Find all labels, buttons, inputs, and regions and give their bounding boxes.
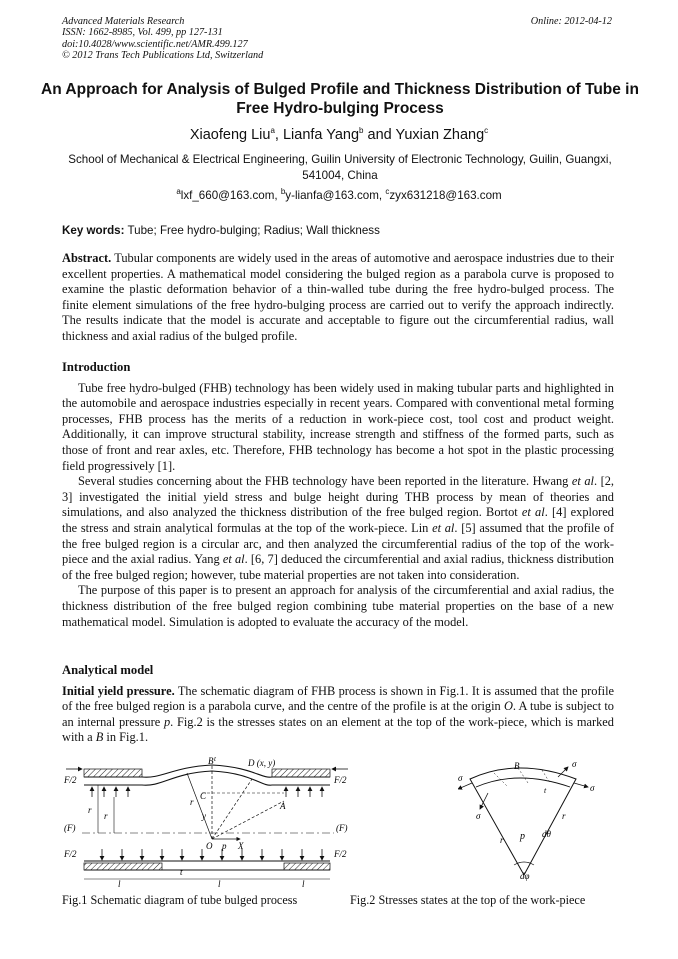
die-block-right: [272, 769, 330, 777]
hatch-line: [494, 773, 508, 787]
label-t0: t: [180, 867, 183, 877]
label-rp: r: [88, 805, 92, 815]
radius-to-D: [212, 779, 252, 839]
doi[interactable]: doi:10.4028/www.scientific.net/AMR.499.127: [62, 38, 248, 50]
et-al: et al: [222, 552, 245, 567]
pressure-arrows-top: [92, 787, 322, 797]
label-X: X: [238, 841, 244, 851]
affiliation: School of Mechanical & Electrical Engineering, Guilin University of Electronic Technology, Guilin, Guangxi, 541004, China: [68, 153, 612, 182]
label-l0-left: l: [118, 879, 121, 887]
analytical-model-section: [62, 663, 614, 746]
abstract-text: Tubular components are widely used in the areas of automotive and aerospace industries due to their excellent properties. A mathematical model considering the bulged region as a parabola curve is proposed to examine the plastic deformation behavior of a thin-walled tube during the free hydro-bulged process. The finite element simulations of the free hydro-bulging process are carried out to verify the approach indirectly. The results indicate that the model is accurate and acceptable to figure out the circumferential radius, wall thickness and axial radius of the bulged profile.: [62, 251, 614, 343]
fig2-label-sigma-m-left: σ: [458, 773, 463, 783]
authors: [0, 127, 678, 143]
author-1-sup: a: [270, 126, 275, 136]
fig2-label-rtheta: r: [562, 811, 566, 821]
fig2-label-t: t: [544, 786, 547, 795]
label-F2-bottom-left: F/2: [64, 849, 77, 859]
fig2-label-B: B: [514, 761, 520, 771]
fig2-label-p: p: [520, 831, 525, 842]
fig2-label-sigma-m: σ: [590, 783, 595, 793]
et-al: et al: [432, 520, 455, 535]
fig2-label-rm: r: [500, 835, 504, 845]
journal-header: [62, 16, 263, 62]
label-y: y: [202, 811, 206, 821]
label-p: p: [222, 841, 227, 851]
label-rm: r: [190, 797, 194, 807]
introduction-section: [62, 360, 614, 630]
text-run: . [6, 7] deduced the circumferential and axial radius, thickness distribution of the free bulged region; however, tube material properties are not taken into consideration.: [62, 552, 614, 582]
symbol-O: O: [503, 699, 513, 714]
copyright: © 2012 Trans Tech Publications Ltd, Switzerland: [62, 50, 264, 62]
email-b[interactable]: y-lianfa@163.com,: [285, 189, 386, 202]
keywords-label: Key words:: [62, 224, 125, 237]
label-r0: r: [104, 811, 108, 821]
author-sep: ,: [274, 127, 283, 143]
email-sup: a: [176, 187, 181, 197]
element-inner-arc: [476, 778, 570, 787]
author-1: Xiaofeng Liu: [189, 127, 271, 143]
intro-heading: Introduction: [62, 360, 131, 374]
keywords-text: Tube; Free hydro-bulging; Radius; Wall thickness: [124, 224, 380, 237]
author-3-sup: c: [484, 126, 489, 136]
text-run: . A tube is subject to an internal pressure: [62, 699, 614, 729]
label-F-right: (F): [336, 823, 348, 833]
emails: [0, 189, 678, 202]
abstract-label: Abstract.: [62, 251, 112, 265]
bottom-die-right: [284, 863, 330, 870]
label-tp: t: [214, 757, 216, 763]
author-3: Yuxian Zhang: [395, 127, 485, 143]
hatch-line: [542, 770, 550, 783]
text-run: . [4] explored the stress and strain analytical formulas at the top of the work-piece. Lin: [62, 505, 614, 535]
label-F-left: (F): [64, 823, 76, 833]
fig2-label-sigma-theta: σ: [572, 759, 577, 769]
keywords: [62, 224, 380, 237]
issn: ISSN: 1662-8985, Vol. 499, pp 127-131: [62, 27, 223, 39]
subheading: Initial yield pressure.: [62, 683, 175, 698]
text-run: . [2, 3] investigated the initial yield stress and bulge height during THB process by mean of theories and simulations, and also analyzed the thickness distribution of the free bulged region. Bortot: [62, 474, 615, 520]
figure-1-diagram: [62, 757, 352, 887]
label-l1: l: [218, 879, 221, 887]
hatch-line: [518, 768, 528, 783]
model-heading: Analytical model: [62, 663, 154, 677]
bottom-die-left: [84, 863, 162, 870]
author-2-sup: b: [359, 126, 364, 136]
fig2-label-dtheta: dθ: [542, 829, 551, 839]
figure-1-caption: Fig.1 Schematic diagram of tube bulged process: [62, 893, 298, 907]
model-paragraph: [62, 684, 614, 746]
label-O: O: [206, 841, 213, 851]
label-F2-left: F/2: [64, 775, 77, 785]
email-sup: c: [385, 187, 390, 197]
author-sep: and: [363, 127, 396, 143]
email-sup: b: [280, 187, 286, 197]
text-run: The schematic diagram of FHB process is shown in Fig.1. It is assumed that the profile of the free bulged region is a parabola curve, and the centre of the profile is at the origin: [62, 683, 615, 714]
sigma-m-arrow-right: [574, 783, 588, 787]
label-A: A: [280, 801, 286, 811]
intro-paragraph-3: The purpose of this paper is to present an approach for analysis of the circumferential and axial radius, the thickness distribution of the free bulged region combining tube material properties on the base of a new mathematical model. Simulation is adopted to evaluate the accuracy of the model.: [62, 583, 614, 629]
sigma-m-arrow-left: [458, 783, 472, 789]
text-run: in Fig.1.: [103, 730, 149, 745]
label-B: B: [208, 757, 214, 766]
intro-paragraph-2: [62, 474, 614, 583]
intro-paragraph-1: Tube free hydro-bulged (FHB) technology has been widely used in making tubular parts and highlighted in the automobile and aerospace industries especially in recent years. Compared with conventional metal forming processes, FHB process has the merits of a reduction in work-piece cost, tool cost and product weight. Additionally, it can improve structural stability, increase strength and stiffness of the formed parts, such as those of front and rear axles, etc. Therefore, FHB technology has become a hot spot in the plastic processing field progressively [1].: [62, 380, 614, 473]
symbol-p: p: [163, 714, 171, 729]
sigma-theta-arrow-left: [480, 793, 488, 809]
et-al: et al: [521, 505, 545, 520]
figure-2-caption: Fig.2 Stresses states at the top of the work-piece: [350, 893, 586, 907]
et-al: et al: [571, 474, 594, 489]
label-F2-bottom-right: F/2: [334, 849, 347, 859]
die-block-left: [84, 769, 142, 777]
figure-2-diagram: [458, 757, 614, 887]
abstract: [62, 251, 614, 345]
text-run: Several studies concerning about the FHB technology have been reported in the literature. Hwang: [78, 474, 572, 489]
fig2-label-dphi: dφ: [520, 871, 530, 881]
paper-title: An Approach for Analysis of Bulged Profile and Thickness Distribution of Tube in Free Hydro-bulging Process: [41, 81, 639, 117]
symbol-B: B: [95, 730, 104, 745]
author-2: Lianfa Yang: [282, 127, 360, 143]
label-D: D (x, y): [248, 758, 276, 768]
label-C: C: [200, 791, 207, 801]
text-run: . [5] assumed that the profile of the free bulged region is a circular arc, and then analyzed the circumferential radius of the top of the work-piece and the axial radius. Yang: [62, 520, 615, 567]
online-date: Online: 2012-04-12: [530, 16, 612, 27]
fig2-label-sigma-theta-left: σ: [476, 811, 481, 821]
email-c[interactable]: zyx631218@163.com: [389, 189, 502, 202]
label-l0-right: l: [302, 879, 305, 887]
label-F2-right: F/2: [334, 775, 347, 785]
email-a[interactable]: lxf_660@163.com,: [180, 189, 281, 202]
text-run: . Fig.2 is the stresses states on an element at the top of the work-piece, which is marked with a: [62, 714, 614, 745]
journal-name: Advanced Materials Research: [62, 16, 185, 27]
